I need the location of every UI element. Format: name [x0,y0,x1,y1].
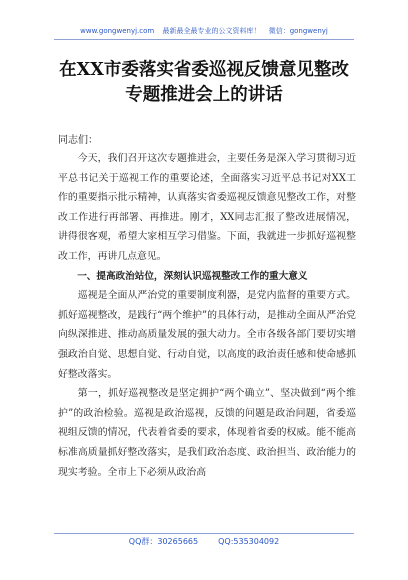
header-divider [54,39,354,40]
document-title: 在XX市委落实省委巡视反馈意见整改专题推进会上的讲话 [59,60,349,105]
paragraph-inspection: 巡视是全面从严治党的重要制度利器，是党内监督的重要方式。抓好巡视整改，是践行“两个维护”的具体行动，是推动全面从严治党向纵深推进、推动高质量发展的强大动力。全市各级各部门要切实增强政治自觉、思想自觉、行动自觉，以高度的政治责任感和使命感抓好整改落实。 [58,290,356,380]
document-body [58,149,356,482]
qq-number: QQ:535304092 [218,537,280,546]
greeting: 同志们： [58,135,98,146]
paragraph-first-point: 第一，抓好巡视整改是坚定拥护“两个确立”、坚决做到“两个维护”的政治检验。巡视是政治巡视，反馈的问题是政治问题，省委巡视组反馈的情况，代表着省委的要求，体现着省委的权威。能不能高标准高质量抓好整改落实，是我们政治态度、政治担当、政治能力的现实考验。全市上下必须从政治高 [58,388,356,478]
site-url: www.gongwenyj.com [80,27,155,35]
site-slogan: 最新最全最专业的公文资料库！ [162,27,261,35]
qq-group: QQ群：30265665 [128,537,199,546]
paragraph-intro: 今天，我们召开这次专题推进会，主要任务是深入学习贯彻习近平总书记关于巡视工作的重要论述，全面落实习近平总书记对XX工作的重要指示批示精神，认真落实省委巡视反馈意见整改工作，对整改工作进行再部署、再推进。刚才，XX同志汇报了整改进展情况，讲得很客观，希望大家相互学习借鉴。下面，我就进一步抓好巡视整改工作，再讲几点意见。 [58,153,356,262]
page-footer [0,536,408,547]
page-header [0,26,408,36]
wechat-id: 微信：gongwenyj [268,27,328,35]
section-heading: 一、提高政治站位，深刻认识巡视整改工作的重大意义 [77,270,308,282]
footer-divider [54,533,354,534]
